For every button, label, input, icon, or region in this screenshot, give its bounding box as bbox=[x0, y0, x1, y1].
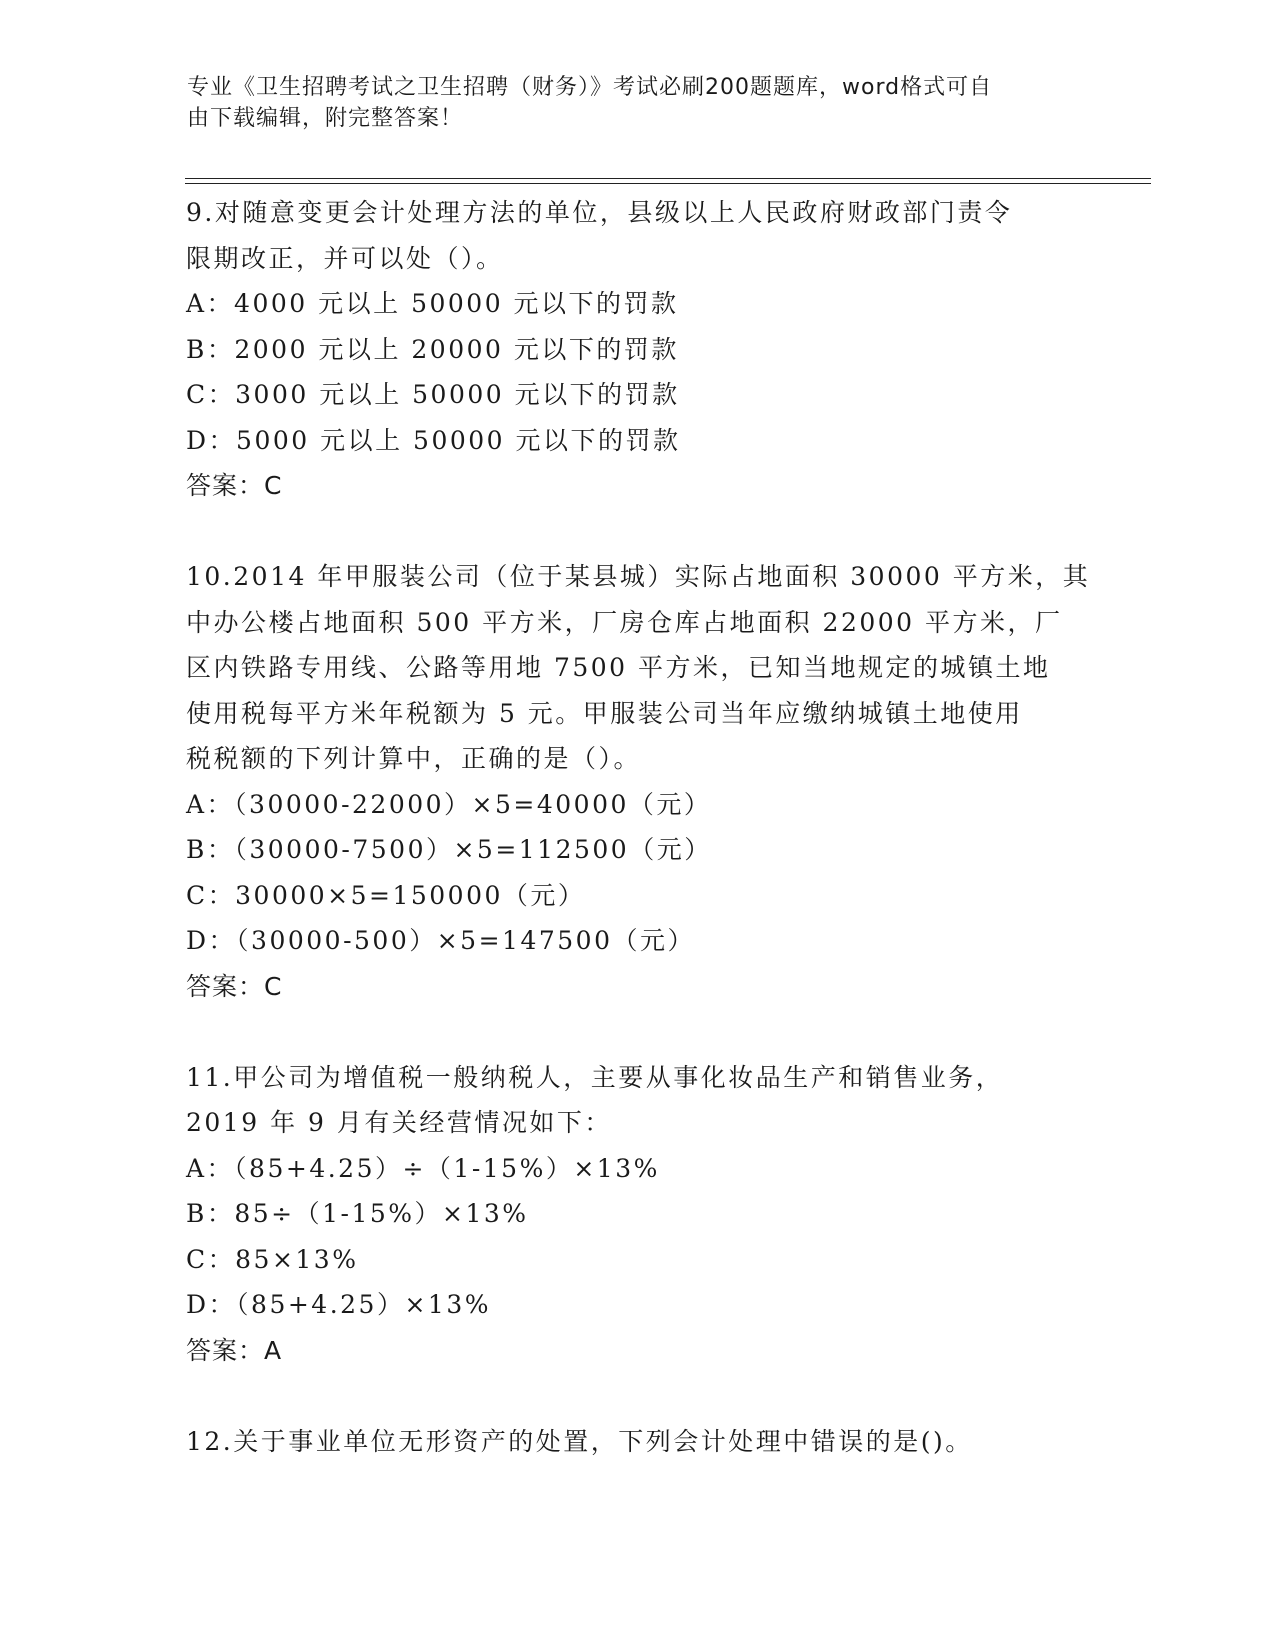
option-b: B：85÷（1-15%）×13% bbox=[186, 1199, 529, 1228]
question-stem-line: 中办公楼占地面积 500 平方米，厂房仓库占地面积 22000 平方米，厂 bbox=[186, 607, 1063, 637]
option-a: A：（85+4.25）÷（1-15%）×13% bbox=[186, 1153, 660, 1183]
question-stem-line: 11.甲公司为增值税一般纳税人，主要从事化妆品生产和销售业务， bbox=[186, 1062, 1004, 1092]
question-stem-line: 限期改正，并可以处（）。 bbox=[186, 243, 504, 273]
question-stem-line: 区内铁路专用线、公路等用地 7500 平方米，已知当地规定的城镇土地 bbox=[186, 653, 1051, 682]
document-header bbox=[187, 72, 1067, 134]
question-list bbox=[186, 190, 1091, 1464]
option-b: B：（30000-7500）×5=112500（元） bbox=[186, 835, 712, 864]
answer: 答案：C bbox=[186, 971, 283, 1001]
header-line-1: 专业《卫生招聘考试之卫生招聘（财务）》考试必刷200题题库，word格式可自 bbox=[187, 75, 993, 100]
header-line-2: 由下载编辑，附完整答案！ bbox=[187, 106, 464, 131]
question-stem-line: 9.对随意变更会计处理方法的单位，县级以上人民政府财政部门责令 bbox=[186, 198, 1013, 227]
header-divider-bottom bbox=[185, 183, 1151, 184]
spacer bbox=[186, 509, 1086, 555]
question-stem-line: 10.2014 年甲服装公司（位于某县城）实际占地面积 30000 平方米，其 bbox=[186, 562, 1091, 591]
question-stem-line: 使用税每平方米年税额为 5 元。甲服装公司当年应缴纳城镇土地使用 bbox=[186, 698, 1023, 728]
option-d: D：（30000-500）×5=147500（元） bbox=[186, 926, 695, 955]
option-d: D：（85+4.25）×13% bbox=[186, 1290, 491, 1319]
option-b: B：2000 元以上 20000 元以下的罚款 bbox=[186, 334, 679, 364]
question-12 bbox=[186, 1419, 1086, 1465]
question-stem-line: 2019 年 9 月有关经营情况如下： bbox=[186, 1108, 612, 1137]
option-c: C：30000×5=150000（元） bbox=[186, 880, 586, 910]
question-11 bbox=[186, 1055, 1086, 1374]
answer: 答案：A bbox=[186, 1335, 283, 1365]
question-9 bbox=[186, 190, 1086, 509]
question-stem-line: 12.关于事业单位无形资产的处置，下列会计处理中错误的是()。 bbox=[186, 1426, 973, 1456]
option-c: C：3000 元以上 50000 元以下的罚款 bbox=[186, 380, 680, 409]
answer: 答案：C bbox=[186, 471, 283, 500]
option-a: A：4000 元以上 50000 元以下的罚款 bbox=[186, 289, 679, 318]
question-stem-line: 税税额的下列计算中，正确的是（）。 bbox=[186, 744, 642, 773]
header-divider-top bbox=[185, 178, 1151, 179]
spacer bbox=[186, 1373, 1086, 1419]
option-c: C：85×13% bbox=[186, 1244, 359, 1274]
spacer bbox=[186, 1009, 1086, 1055]
option-d: D：5000 元以上 50000 元以下的罚款 bbox=[186, 425, 681, 455]
question-10 bbox=[186, 554, 1091, 1009]
option-a: A：（30000-22000）×5=40000（元） bbox=[186, 789, 712, 819]
